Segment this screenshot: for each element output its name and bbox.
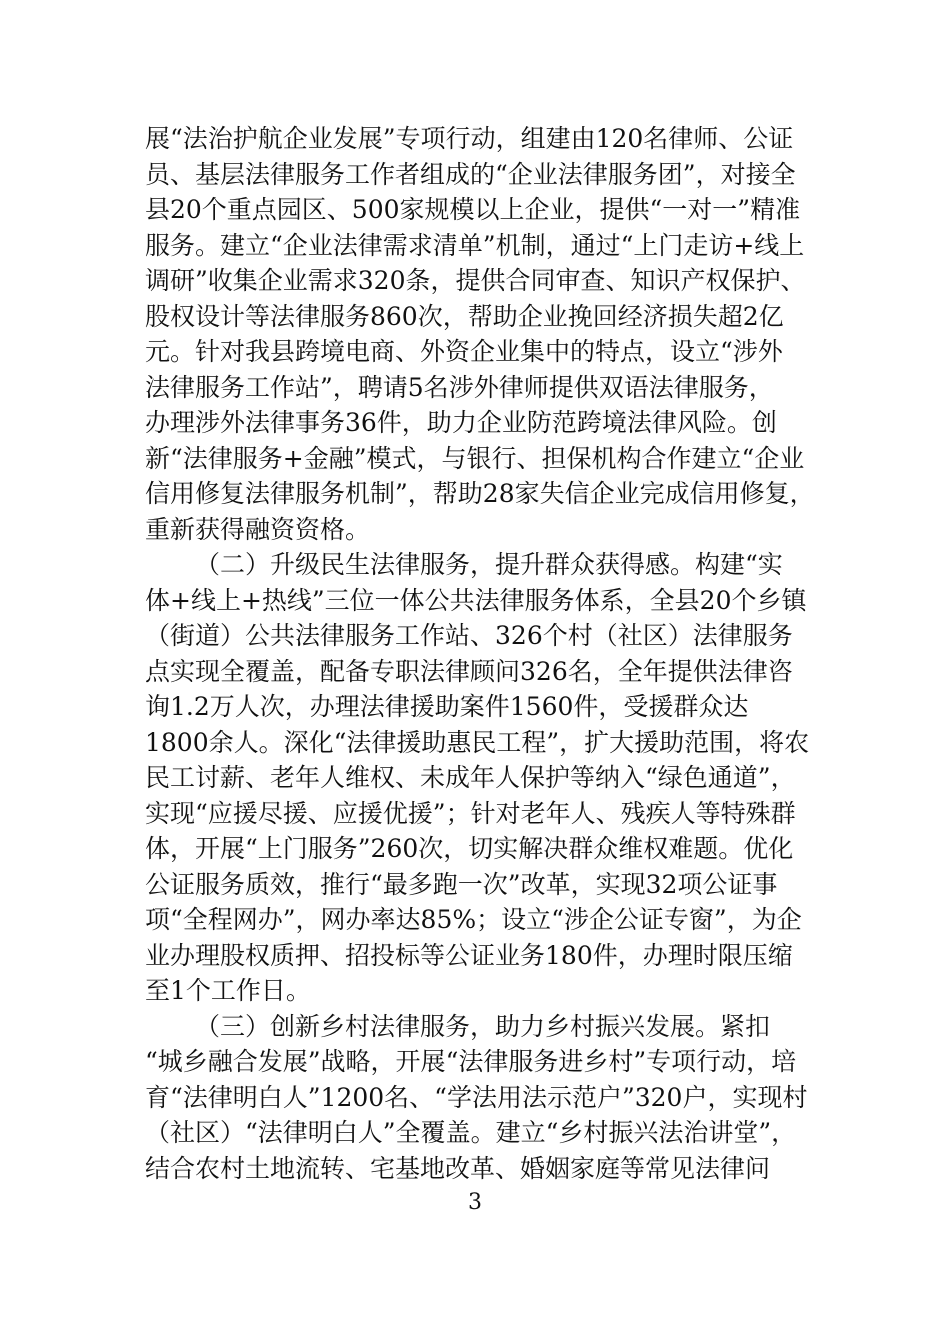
document-body [145, 121, 835, 1186]
text-line: 业办理股权质押、招投标等公证业务180件，办理时限压缩 [145, 940, 793, 970]
text-line: 股权设计等法律服务860次，帮助企业挽回经济损失超2亿 [145, 301, 784, 331]
text-line: “城乡融合发展”战略，开展“法律服务进乡村”专项行动，培 [145, 1047, 797, 1076]
text-line: 重新获得融资资格。 [145, 514, 371, 544]
text-line: 点实现全覆盖，配备专职法律顾问326名，全年提供法律咨 [145, 656, 793, 686]
text-line: 育“法律明白人”1200名、“学法用法示范户”320户，实现村 [145, 1082, 808, 1112]
text-line: 体，开展“上门服务”260次，切实解决群众维权难题。优化 [145, 834, 794, 863]
text-line: 结合农村土地流转、宅基地改革、婚姻家庭等常见法律问 [145, 1153, 771, 1183]
text-line: 询1.2万人次，办理法律援助案件1560件，受援群众达 [145, 692, 749, 721]
text-line: 展“法治护航企业发展”专项行动，组建由120名律师、公证 [145, 124, 794, 153]
text-line: 调研”收集企业需求320条，提供合同审查、知识产权保护、 [145, 266, 806, 295]
text-line: 至1个工作日。 [145, 976, 311, 1005]
text-line: （社区）“法律明白人”全覆盖。建立“乡村振兴法治讲堂”， [145, 1118, 797, 1147]
text-line: 服务。建立“企业法律需求清单”机制，通过“上门走访+线上 [145, 230, 805, 260]
text-line: 办理涉外法律事务36件，助力企业防范跨境法律风险。创 [145, 408, 777, 437]
text-line: 民工讨薪、老年人维权、未成年人保护等纳入“绿色通道”， [145, 763, 796, 792]
text-line: 员、基层法律服务工作者组成的“企业法律服务团”，对接全 [145, 159, 796, 189]
section-heading-line: （二）升级民生法律服务，提升群众获得感。构建“实 [195, 550, 783, 579]
text-line: 实现“应援尽援、应援优援”；针对老年人、残疾人等特殊群 [145, 798, 796, 828]
text-line: 信用修复法律服务机制”，帮助28家失信企业完成信用修复， [145, 479, 815, 508]
text-line: 1800余人。深化“法律援助惠民工程”，扩大援助范围，将农 [145, 727, 810, 757]
text-line: 项“全程网办”，网办率达85%；设立“涉企公证专窗”，为企 [145, 905, 802, 934]
text-line: 元。针对我县跨境电商、外资企业集中的特点，设立“涉外 [145, 337, 783, 366]
text-line: 体+线上+热线”三位一体公共法律服务体系，全县20个乡镇 [145, 585, 807, 615]
text-line: （街道）公共法律服务工作站、326个村（社区）法律服务 [145, 621, 793, 650]
page-number: 3 [468, 1190, 482, 1215]
section-heading-line: （三）创新乡村法律服务，助力乡村振兴发展。紧扣 [195, 1011, 771, 1041]
text-line: 县20个重点园区、500家规模以上企业，提供“一对一”精准 [145, 195, 801, 224]
text-line: 法律服务工作站”，聘请5名涉外律师提供双语法律服务， [145, 372, 774, 402]
text-line: 公证服务质效，推行“最多跑一次”改革，实现32项公证事 [145, 869, 778, 899]
text-line: 新“法律服务+金融”模式，与银行、担保机构合作建立“企业 [145, 443, 805, 473]
